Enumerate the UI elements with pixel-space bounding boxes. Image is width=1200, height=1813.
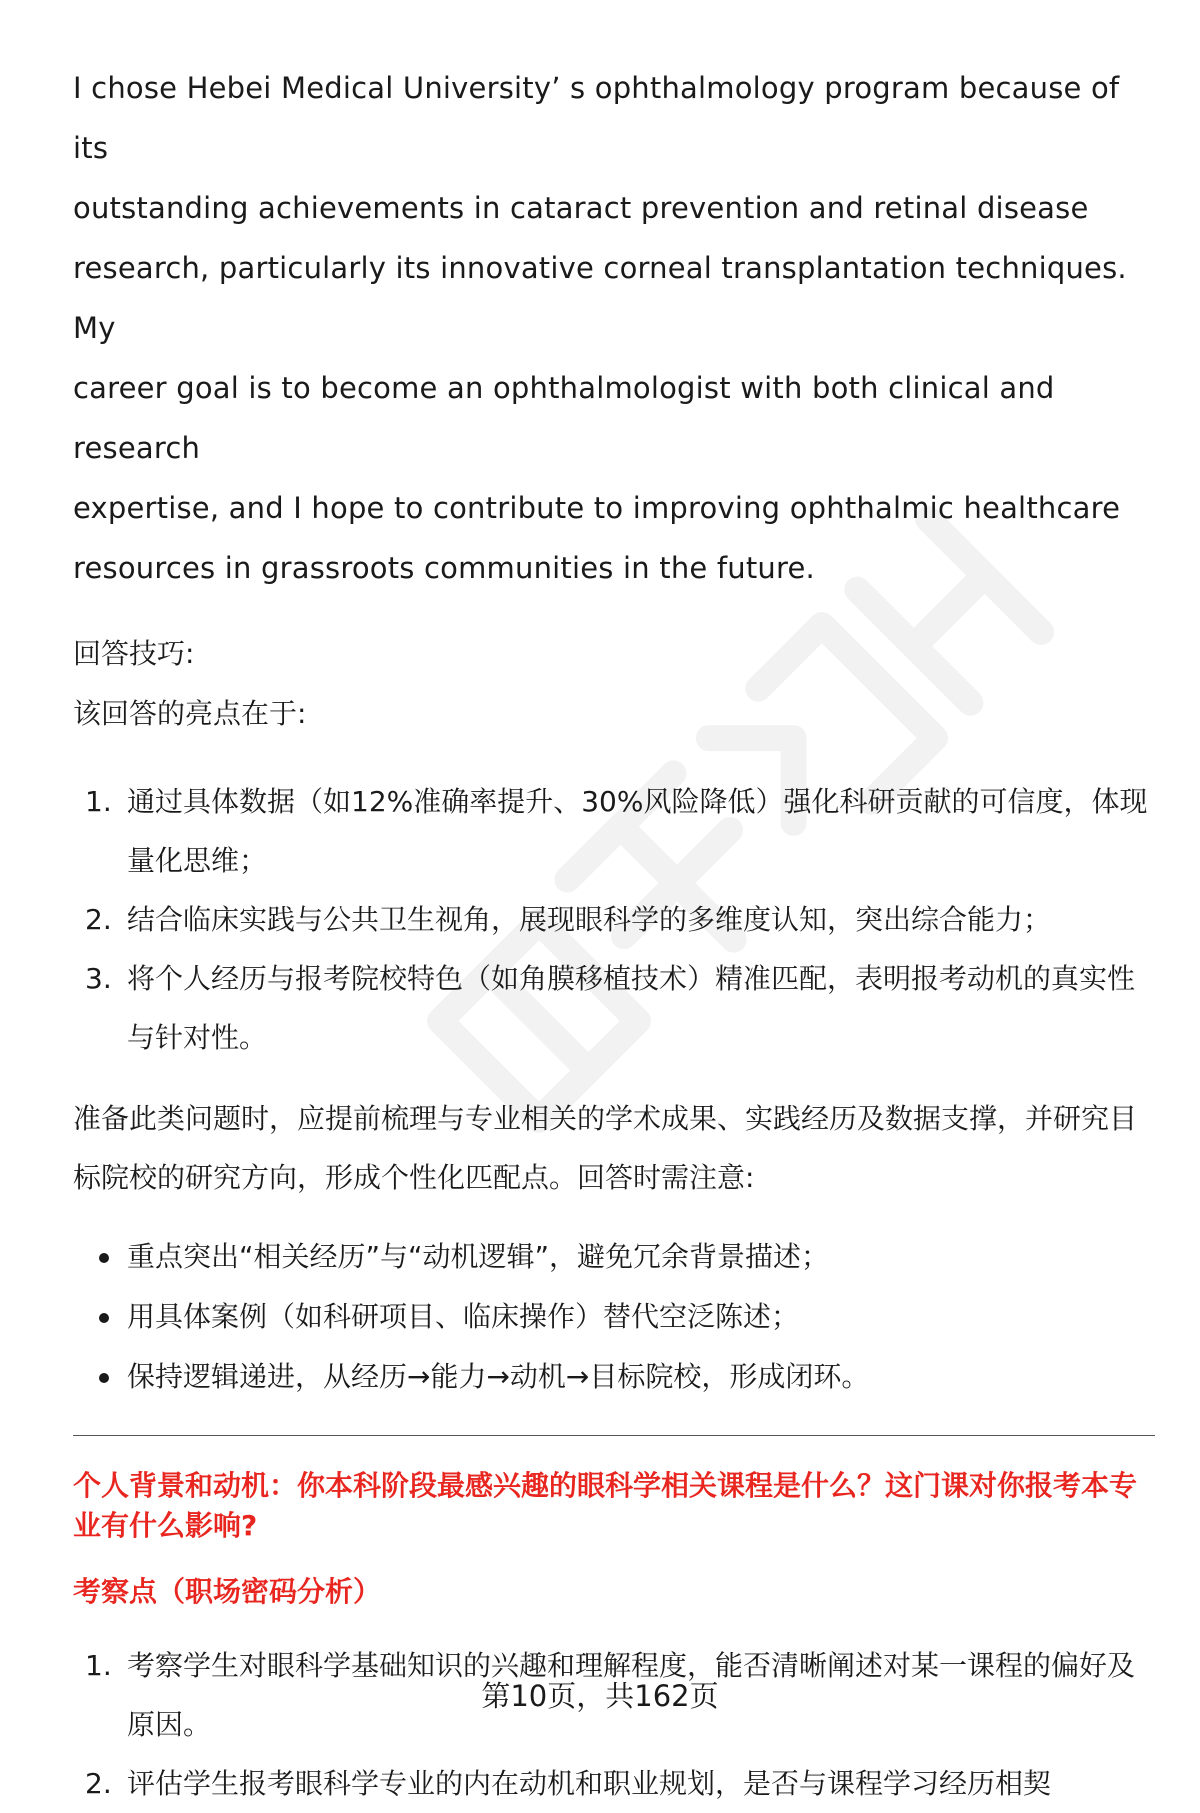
list-item-text: 将个人经历与报考院校特色（如角膜移植技术）精准匹配，表明报考动机的真实性与针对性。 <box>127 962 1136 1054</box>
list-item <box>73 772 1155 890</box>
highlights-label: 该回答的亮点在于: <box>73 697 307 730</box>
document-page <box>73 58 1155 1813</box>
bullet-dot-icon <box>99 1253 109 1263</box>
list-number: 1. <box>85 1649 112 1682</box>
bullet-dot-icon <box>99 1373 109 1383</box>
section-title: 考察点（职场密码分析） <box>73 1575 382 1608</box>
bullet-text: 重点突出“相关经历”与“动机逻辑”，避免冗余背景描述； <box>127 1240 830 1273</box>
intro-line: expertise, and I hope to contribute to improving ophthalmic healthcare <box>73 491 1121 525</box>
intro-line: research, particularly its innovative corneal transplantation techniques. My <box>73 251 1127 345</box>
bullet-item <box>73 1227 1155 1287</box>
list-number: 2. <box>85 1767 112 1800</box>
intro-line: outstanding achievements in cataract prevention and retinal disease <box>73 191 1089 225</box>
intro-line: resources in grassroots communities in the future. <box>73 551 815 585</box>
intro-paragraph <box>73 58 1155 598</box>
list-item-text: 通过具体数据（如12%准确率提升、30%风险降低）强化科研贡献的可信度，体现量化思维； <box>127 785 1148 877</box>
list-item <box>73 949 1155 1067</box>
tips-label: 回答技巧: <box>73 637 195 670</box>
bullet-item <box>73 1347 1155 1407</box>
bullet-dot-icon <box>99 1313 109 1323</box>
list-item-text: 考察学生对眼科学基础知识的兴趣和理解程度，能否清晰阐述对某一课程的偏好及原因。 <box>127 1649 1136 1741</box>
intro-line: I chose Hebei Medical University’ s ophthalmology program because of its <box>73 71 1120 165</box>
list-item-text: 结合临床实践与公共卫生视角，展现眼科学的多维度认知，突出综合能力； <box>127 903 1052 936</box>
list-number: 3. <box>85 962 112 995</box>
bullet-text: 保持逻辑递进，从经历→能力→动机→目标院校，形成闭环。 <box>127 1360 870 1393</box>
points-list <box>73 1636 1155 1813</box>
tips-bullet-list <box>73 1227 1155 1407</box>
question-heading: 个人背景和动机：你本科阶段最感兴趣的眼科学相关课程是什么？这门课对你报考本专业有什么影响? <box>73 1469 1138 1542</box>
bullet-text: 用具体案例（如科研项目、临床操作）替代空泛陈述； <box>127 1300 800 1333</box>
list-item-text: 评估学生报考眼科学专业的内在动机和职业规划，是否与课程学习经历相契 <box>127 1767 1052 1800</box>
list-number: 1. <box>85 785 112 818</box>
intro-line: career goal is to become an ophthalmologist with both clinical and research <box>73 371 1055 465</box>
section-divider <box>73 1435 1155 1436</box>
page-footer: 第10页，共162页 <box>481 1679 719 1713</box>
list-number: 2. <box>85 903 112 936</box>
highlights-list <box>73 772 1155 1067</box>
prep-paragraph: 准备此类问题时，应提前梳理与专业相关的学术成果、实践经历及数据支撑，并研究目标院校的研究方向，形成个性化匹配点。回答时需注意: <box>73 1102 1138 1194</box>
bullet-item <box>73 1287 1155 1347</box>
list-item <box>73 890 1155 949</box>
list-item <box>73 1754 1155 1813</box>
